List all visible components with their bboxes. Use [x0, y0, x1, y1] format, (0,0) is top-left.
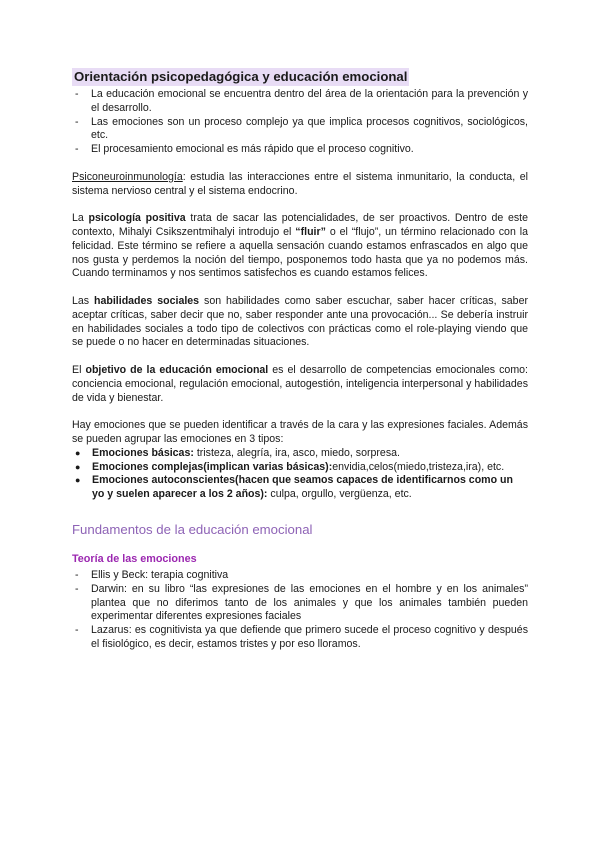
list-item: ● Emociones autoconscientes(hacen que seamos capaces de identificarnos como un yo y suelen aparecer a los 2 años): culpa, orgullo, vergüenza, etc. [72, 474, 528, 502]
list-item: - Ellis y Beck: terapia cognitiva [72, 569, 528, 583]
list-item: ● Emociones básicas: tristeza, alegría, ira, asco, miedo, sorpresa. [72, 447, 528, 461]
paragraph-psiconeuro: Psiconeuroinmunología: estudia las interacciones entre el sistema inmunitario, la conducta, el sistema nervioso central y el sistema endocrino. [72, 170, 528, 197]
intro-list [72, 88, 528, 157]
paragraph-objetivo: El objetivo de la educación emocional es el desarrollo de competencias emocionales como: conciencia emocional, regulación emocional, autogestión, inteligencia interpersonal y habilidades de vida y bienestar. [72, 363, 528, 404]
paragraph-tipos-intro: Hay emociones que se pueden identificar a través de la cara y las expresiones faciales. Además se pueden agrupar las emociones en 3 tipos: [72, 419, 528, 445]
list-item: - Las emociones son un proceso complejo ya que implica procesos cognitivos, sociológicos, etc. [72, 116, 528, 144]
list-item: - Darwin: en su libro “las expresiones de las emociones en el hombre y en los animales” plantea que no diferimos tanto de los animales y que los animales también pueden experimentar diferentes expresiones faciales [72, 583, 528, 624]
paragraph-habilidades: Las habilidades sociales son habilidades como saber escuchar, saber hacer críticas, saber aceptar críticas, saber decir que no, saber responder ante una provocación... Se debería instruir en habilidades sociales a todo tipo de colectivos con prácticas como el role-playing viendo que se puede o no hacer en determinadas situaciones. [72, 294, 528, 349]
subsection-heading-teoria: Teoría de las emociones [72, 552, 197, 565]
tipos-list [72, 447, 528, 502]
list-item: ● Emociones complejas(implican varias básicas):envidia,celos(miedo,tristeza,ira), etc. [72, 461, 528, 475]
section-heading-fundamentos: Fundamentos de la educación emocional [72, 521, 313, 537]
paragraph-psicologia-positiva: La psicología positiva trata de sacar las potencialidades, de ser proactivos. Dentro de este contexto, Mihalyi Csikszentmihalyi introdujo el “fluir” o el “flujo”, un término relacionado con la felicidad. Este término se refiere a aquella sensación cuando estamos enfrascados en algo que nos gusta y perdemos la noción del tiempo, posponemos todo hasta que ya no podemos más. Cuando terminamos y nos sentimos satisfechos es cuando estamos felices. [72, 212, 528, 280]
term-psiconeuro: Psiconeuroinmunología [72, 170, 183, 183]
list-item: - La educación emocional se encuentra dentro del área de la orientación para la prevención y el desarrollo. [72, 88, 528, 116]
teoria-list [72, 569, 528, 652]
list-item: - Lazarus: es cognitivista ya que defiende que primero sucede el proceso cognitivo y después el fisiológico, es decir, estamos tristes y por eso lloramos. [72, 624, 528, 652]
page-title: Orientación psicopedagógica y educación emocional [74, 69, 408, 84]
list-item: - El procesamiento emocional es más rápido que el proceso cognitivo. [72, 143, 528, 157]
document-page [72, 68, 528, 652]
